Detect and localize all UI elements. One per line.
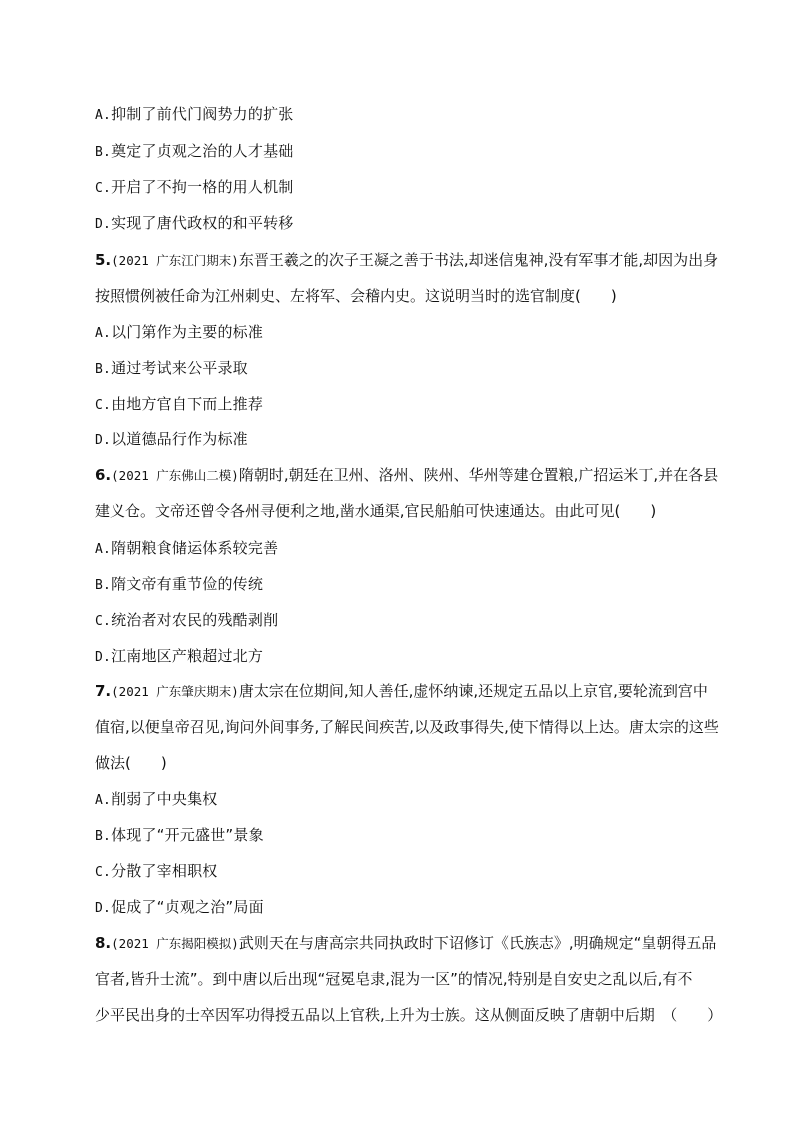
q7-source: (2021 广东肇庆期末): [111, 684, 239, 699]
q7-stem-line3: 做法( ): [95, 754, 167, 772]
q6-number: 6.: [95, 466, 112, 484]
q4-option-a: A.抑制了前代门阀势力的扩张: [95, 105, 294, 123]
q6-option-b: B.隋文帝有重节俭的传统: [95, 575, 264, 593]
q7-stem-line1: 7.(2021 广东肇庆期末)唐太宗在位期间,知人善任,虚怀纳谏,还规定五品以上京官,要轮流到宫中: [95, 682, 708, 700]
q5-number: 5.: [95, 251, 112, 269]
q6-option-a: A.隋朝粮食储运体系较完善: [95, 539, 279, 557]
q6-stem-line2: 建义仓。文帝还曾令各州寻便利之地,凿水通渠,官民船舶可快速通达。由此可见( ): [95, 502, 657, 520]
q7-option-b: B.体现了“开元盛世”景象: [95, 826, 264, 844]
q8-stem-line3: 少平民出身的士卒因军功得授五品以上官秩,上升为士族。这从侧面反映了唐朝中后期 （ ）: [95, 1006, 723, 1024]
q4-option-b: B.奠定了贞观之治的人才基础: [95, 142, 294, 160]
q5-option-c: C.由地方官自下而上推荐: [95, 395, 264, 413]
q7-stem-line2: 值宿,以便皇帝召见,询问外间事务,了解民间疾苦,以及政事得失,使下情得以上达。唐太宗的这些: [95, 718, 719, 736]
q4-option-d: D.实现了唐代政权的和平转移: [95, 214, 294, 232]
q5-option-d: D.以道德品行作为标准: [95, 430, 248, 448]
q6-source: (2021 广东佛山二模): [111, 468, 239, 483]
q7-option-a: A.削弱了中央集权: [95, 790, 218, 808]
q8-stem-line1: 8.(2021 广东揭阳模拟)武则天在与唐高宗共同执政时下诏修订《氏族志》,明确规定“皇朝得五品: [95, 934, 717, 952]
q5-option-b: B.通过考试来公平录取: [95, 359, 248, 377]
q7-number: 7.: [95, 682, 112, 700]
q8-number: 8.: [95, 934, 112, 952]
q8-source: (2021 广东揭阳模拟): [111, 936, 239, 951]
q6-stem-line1: 6.(2021 广东佛山二模)隋朝时,朝廷在卫州、洛州、陕州、华州等建仓置粮,广招运米丁,并在各县: [95, 466, 719, 484]
q5-source: (2021 广东江门期末): [111, 253, 239, 268]
q5-option-a: A.以门第作为主要的标准: [95, 323, 264, 341]
q5-stem-line2: 按照惯例被任命为江州刺史、左将军、会稽内史。这说明当时的选官制度( ): [95, 287, 617, 305]
q4-option-c: C.开启了不拘一格的用人机制: [95, 178, 294, 196]
q8-stem-line2: 官者,皆升士流”。到中唐以后出现“冠冕皂隶,混为一区”的情况,特别是自安史之乱以后,有不: [95, 970, 693, 988]
q7-option-c: C.分散了宰相职权: [95, 862, 218, 880]
q6-option-d: D.江南地区产粮超过北方: [95, 647, 264, 665]
q7-option-d: D.促成了“贞观之治”局面: [95, 898, 264, 916]
q5-stem-line1: 5.(2021 广东江门期末)东晋王羲之的次子王凝之善于书法,却迷信鬼神,没有军事才能,却因为出身: [95, 251, 719, 269]
q6-option-c: C.统治者对农民的残酷剥削: [95, 611, 279, 629]
